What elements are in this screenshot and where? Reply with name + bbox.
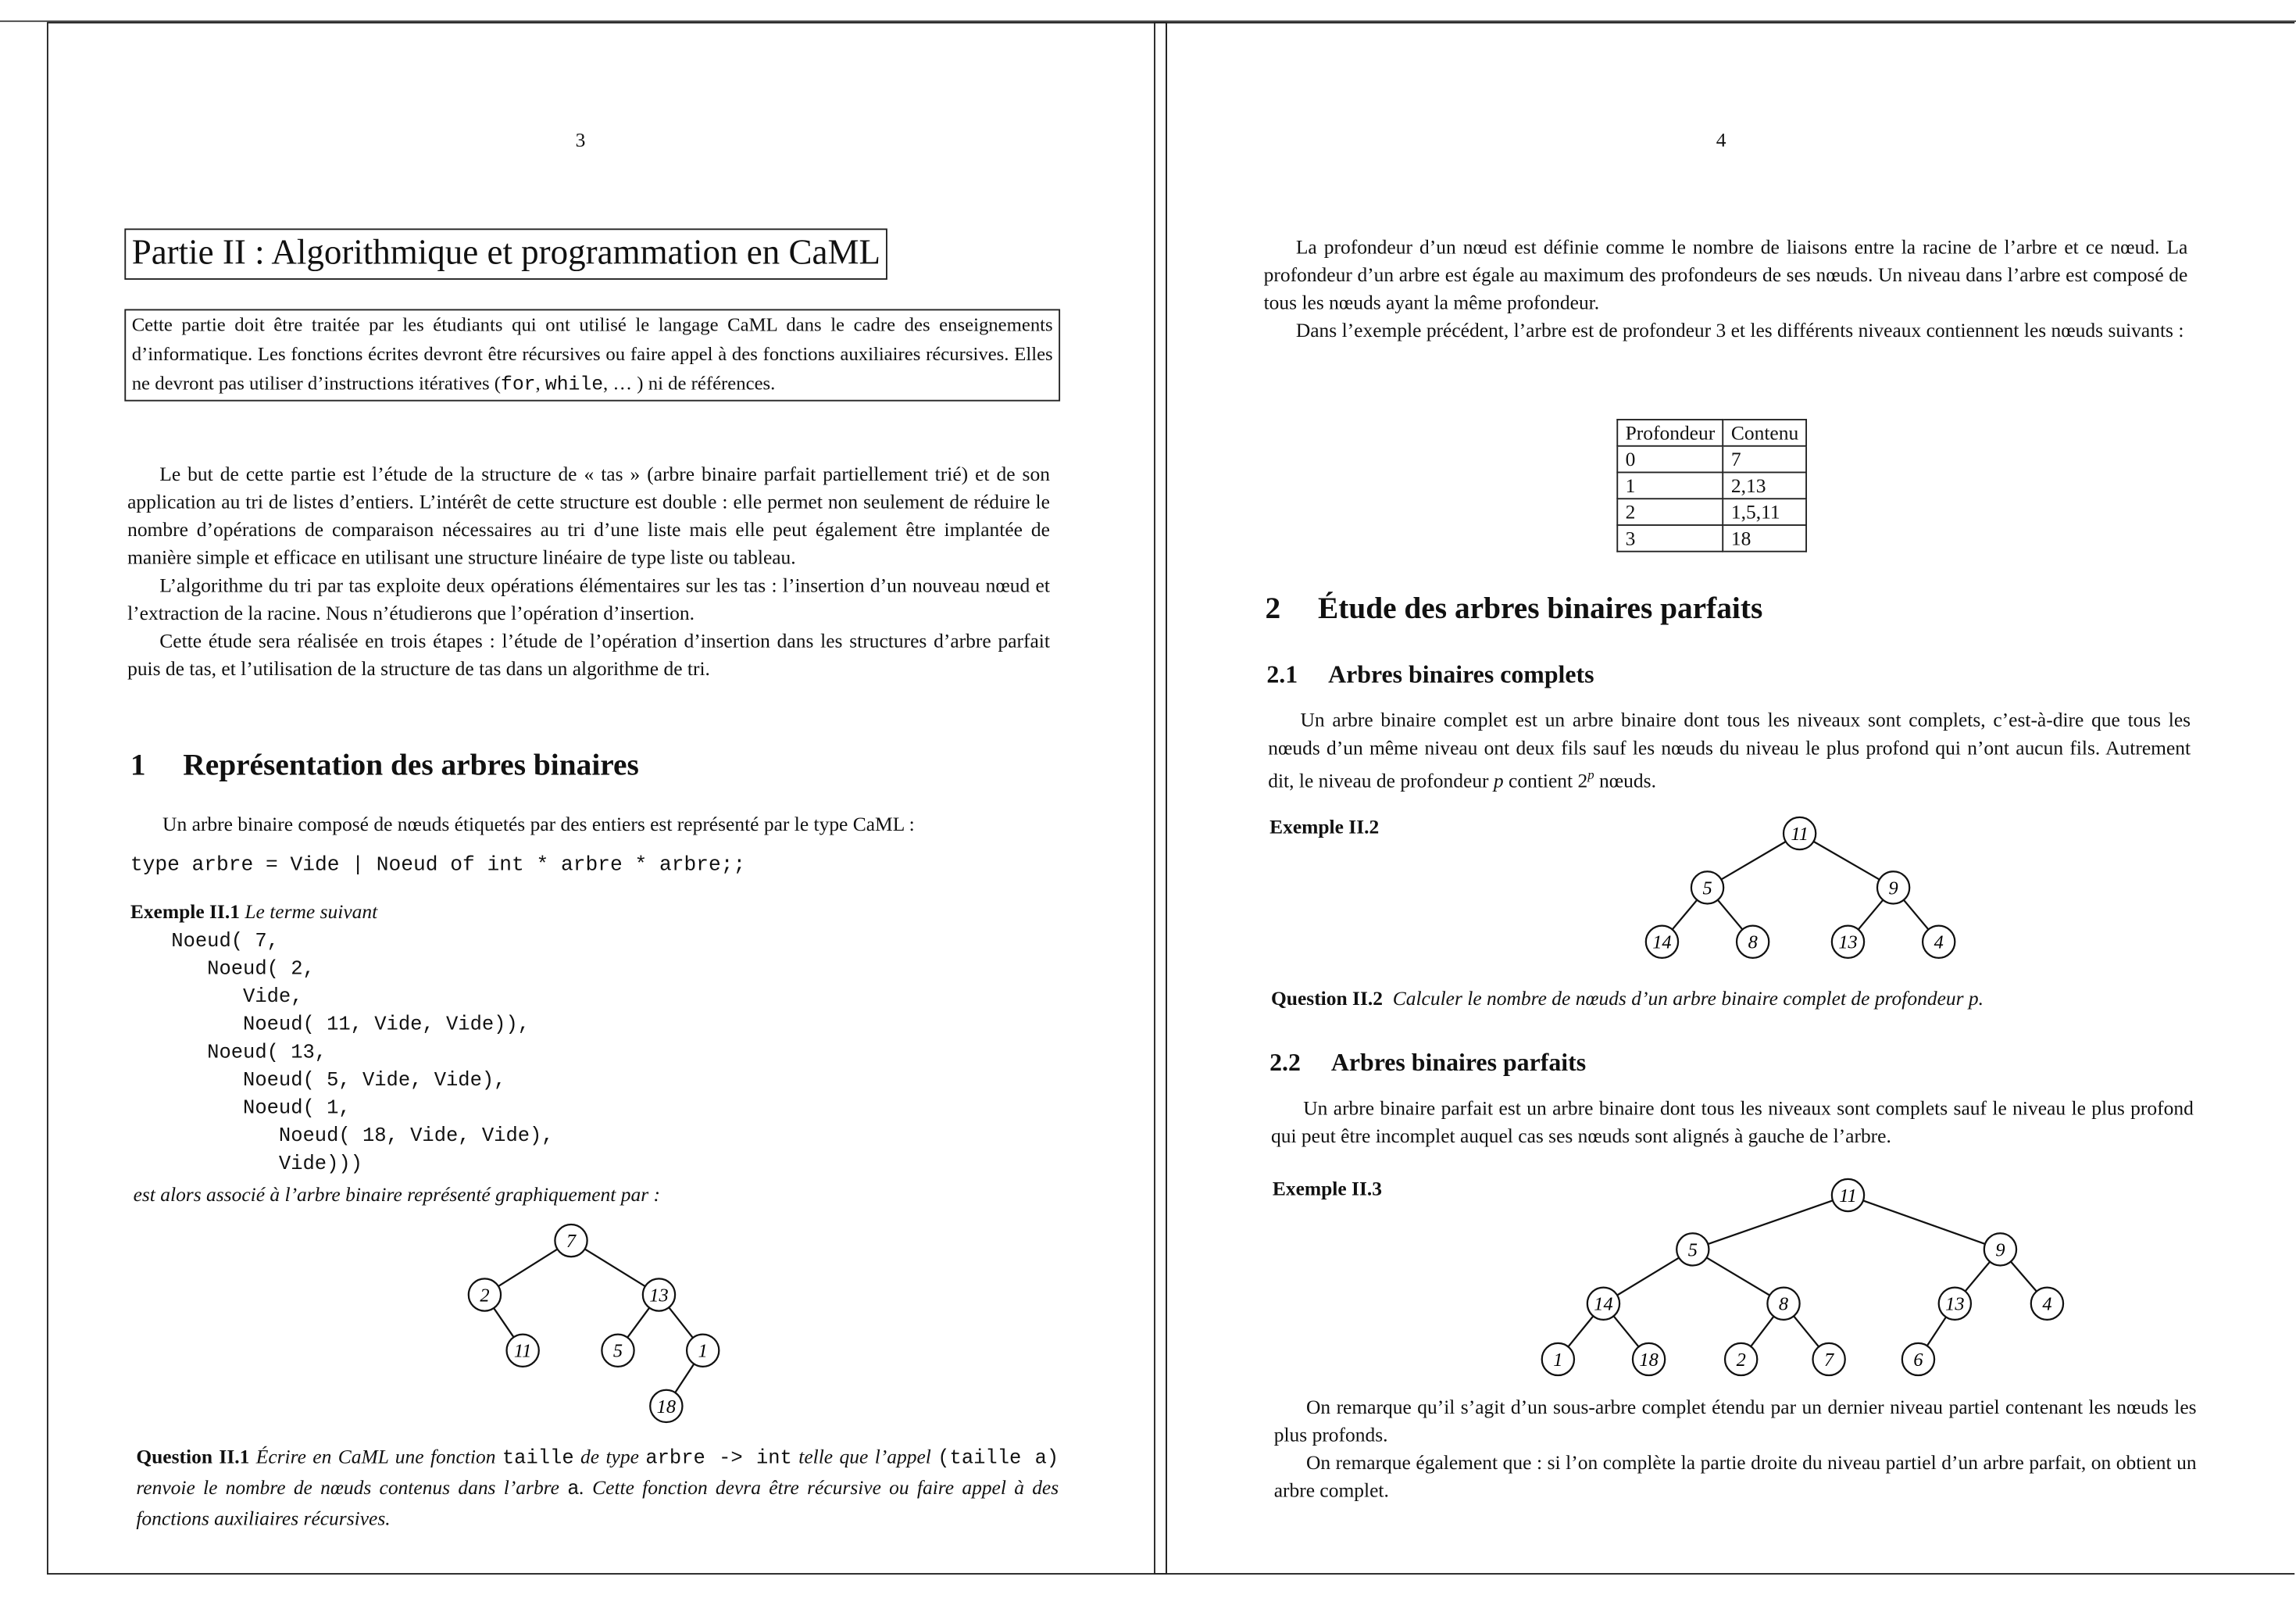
node-label: 8 [1778,1293,1789,1315]
example-3-label: Exemple II.3 [1272,1178,1382,1200]
tree-node [1737,926,1769,958]
node-label: 5 [612,1340,623,1362]
tree-edge [1617,1258,1679,1296]
node-label: 2 [480,1285,490,1307]
node-label: 14 [1652,931,1672,953]
remarks: On remarque qu’il s’agit d’un sous-arbre complet étendu par un dernier niveau partiel contenant les nœuds les plus profonds. On remarque également que : si l’on complète la partie droite du niveau partiel d’un arbre parfait, on obtient un arbre complet. [1273,1396,2197,1502]
node-label: 11 [513,1340,532,1362]
tree-edge [669,1307,693,1338]
node-label: 6 [1913,1349,1923,1371]
table-cell: 2,13 [1723,472,1807,499]
example-2-label: Exemple II.2 [1269,816,1380,838]
node-label: 5 [1702,878,1712,899]
depth-definition: La profondeur d’un nœud est définie comme le nombre de liaisons entre la racine de l’arbre et ce nœud. La profondeur d’un arbre est égale au maximum des profondeurs de ses nœuds. Un niveau dans l’arbre est composé de tous les nœuds ayant la même profondeur. Dans l’exemple précédent, l’arbre est de profondeur 3 et les différents niveaux contiennent les nœuds suivants : [1263,235,2188,341]
example-1: Exemple II.1 Le terme suivant [130,900,378,923]
table-row [1617,525,1806,552]
tree-node [1813,1343,1845,1375]
tree-node [1832,926,1864,958]
tree-edge [675,1364,694,1392]
tree-node [602,1335,634,1367]
node-label: 1 [698,1340,708,1362]
node-label: 18 [1639,1349,1659,1371]
node-label: 13 [1945,1293,1965,1315]
tree-node [1587,1288,1619,1320]
node-label: 1 [1553,1349,1563,1371]
tree-node [555,1224,587,1257]
node-label: 13 [649,1285,669,1307]
tree-edge [627,1308,649,1338]
tree-node [643,1278,675,1310]
page-number: 3 [575,128,586,152]
table-cell: Profondeur [1617,420,1723,446]
tree-edge [494,1308,513,1337]
tree-node [1542,1343,1574,1375]
node-label: 9 [1888,878,1898,899]
tree-edge [585,1249,645,1286]
tree-node [1832,1179,1864,1211]
subsection-2-2-heading: 2.2 Arbres binaires parfaits [1269,1049,1587,1077]
table-cell: 2 [1617,499,1723,525]
node-label: 2 [1736,1349,1746,1371]
tree-node [1646,926,1678,958]
table-cell: 18 [1723,525,1807,552]
node-label: 8 [1748,931,1758,953]
node-label: 9 [1995,1239,2005,1261]
node-label: 11 [1839,1185,1857,1207]
tree-node [1902,1343,1934,1375]
tree-edge [1568,1316,1593,1346]
node-label: 11 [1791,823,1809,845]
part-title: Partie II : Algorithmique et programmation en CaML [124,228,887,280]
subsection-2-2-text: Un arbre binaire parfait est un arbre binaire dont tous les niveaux sont complets sauf le niveau le plus profond qui peut être incomplet auquel cas ses nœuds sont alignés à gauche de l’arbre. [1270,1096,2194,1147]
tree-node [1784,817,1816,849]
code-line: Noeud( 11, Vide, Vide)), [171,1014,530,1038]
table-cell: Contenu [1723,420,1807,446]
tree-edge [498,1249,558,1286]
code-line: Vide))) [171,1154,362,1177]
code-line: Noeud( 5, Vide, Vide), [171,1071,506,1093]
tree-node [1767,1288,1799,1320]
node-label: 7 [1824,1349,1834,1371]
section-2-heading: 2 Étude des arbres binaires parfaits [1265,590,1763,626]
page-number: 4 [1716,128,1726,152]
node-label: 14 [1594,1293,1613,1315]
tree-edge [1927,1317,1946,1346]
tree-edge [1794,1316,1819,1346]
depth-table [1616,419,1807,552]
tree-node [650,1390,682,1422]
tree-edge [1813,842,1879,880]
intro-text: Le but de cette partie est l’étude de la structure de « tas » (arbre binaire parfait partiellement trié) et de son application au tri de listes d’entiers. L’intérêt de cette structure est double : elle permet non seulement de réduire le nombre d’opérations de comparaison nécessaires au tri d’une liste mais elle peut également être implantée de manière simple et efficace en utilisant une structure linéaire de type liste ou tableau. L’algorithme du tri par tas exploite deux opérations élémentaires sur les tas : l’insertion d’un nouveau nœud et l’extraction de la racine. Nous n’étudierons que l’opération d’insertion. Cette étude sera réalisée en trois étapes : l’étude de l’opération d’insertion dans les structures d’arbre parfait puis de tas, et l’utilisation de la structure de tas dans un algorithme de tri. [127,463,1050,680]
node-label: 4 [2042,1293,2052,1315]
tree-node [469,1278,501,1310]
code-line: Noeud( 13, [171,1042,327,1065]
node-label: 7 [566,1231,577,1253]
tree-node [1725,1343,1757,1375]
subsection-2-1-heading: 2.1 Arbres binaires complets [1266,660,1594,688]
table-header-row [1617,420,1806,446]
tree-edge [1904,900,1929,930]
tree-node [1923,926,1955,958]
code-line: Vide, [171,987,303,1010]
tree-edge [1721,842,1786,879]
subsection-2-1-text: Un arbre binaire complet est un arbre binaire dont tous les niveaux sont complets, c’est-à-dire que tous les nœuds d’un même niveau ont deux fils sauf les nœuds du niveau le plus profond qui n’ont aucun fils. Autrement dit, le niveau de profondeur p contient 2$^p$ nœuds. [1268,709,2191,792]
node-label: 18 [656,1396,677,1417]
code-line: Noeud( 1, [171,1098,351,1121]
tree-edge [1751,1317,1773,1346]
table-row [1617,446,1806,473]
tree-node [1984,1233,2016,1265]
tree-edge [1718,900,1743,930]
tree-node [687,1335,719,1367]
table-cell: 0 [1617,446,1723,473]
tree-node [1676,1233,1709,1265]
code-line: Noeud( 18, Vide, Vide), [171,1126,554,1149]
tree-node [1691,871,1723,903]
table-cell: 7 [1723,446,1807,473]
section-1-heading: 1 Représentation des arbres binaires [130,746,639,782]
tree-edge [2011,1261,2037,1291]
table-cell: 1,5,11 [1723,499,1807,525]
type-declaration: type arbre = Vide | Noeud of int * arbre * arbre;; [130,853,746,878]
tree-node [1633,1343,1665,1375]
tree-node [507,1335,539,1367]
tree-edge [1966,1262,1991,1292]
tree-edge [1707,1257,1770,1295]
section-1-text: Un arbre binaire composé de nœuds étiquetés par des entiers est représenté par le type CaML : [162,813,915,835]
tree-edge [1614,1316,1639,1346]
code-line: Noeud( 7, [171,931,279,954]
notice-box: Cette partie doit être traitée par les étudiants qui ont utilisé le langage CaML dans le cadre des enseignements d’informatique. Les fonctions écrites devront être récursives ou faire appel à des fonctions auxiliaires récursives. Elles ne devront pas utiliser d’instructions itératives (for, while, … ) ni de références. [124,309,1060,401]
tree-node [2031,1288,2063,1320]
table-cell: 3 [1617,525,1723,552]
question-2: Question II.2 Calculer le nombre de nœuds d’un arbre binaire complet de profondeur p. [1270,987,1984,1010]
node-label: 5 [1687,1239,1698,1261]
question-1: Question II.1 Écrire en CaML une fonction taille de type arbre -> int telle que l’appel (taille a) renvoie le nombre de nœuds contenus dans l’arbre a. Cette fonction devra être récursive ou faire appel à des fonctions auxiliaires récursives. [136,1446,1059,1529]
tree-edge [1863,1200,1985,1244]
tree-node [1939,1288,1971,1320]
node-label: 13 [1838,931,1858,953]
code-line: Noeud( 2, [171,959,315,981]
table-row [1617,472,1806,499]
tree-edge [1673,900,1698,930]
table-cell: 1 [1617,472,1723,499]
example-1-after: est alors associé à l’arbre binaire représenté graphiquement par : [133,1183,661,1206]
tree-edge [1708,1200,1833,1244]
table-row [1617,499,1806,525]
tree-node [1877,871,1909,903]
node-label: 4 [1934,931,1944,953]
tree-edge [1859,900,1884,930]
